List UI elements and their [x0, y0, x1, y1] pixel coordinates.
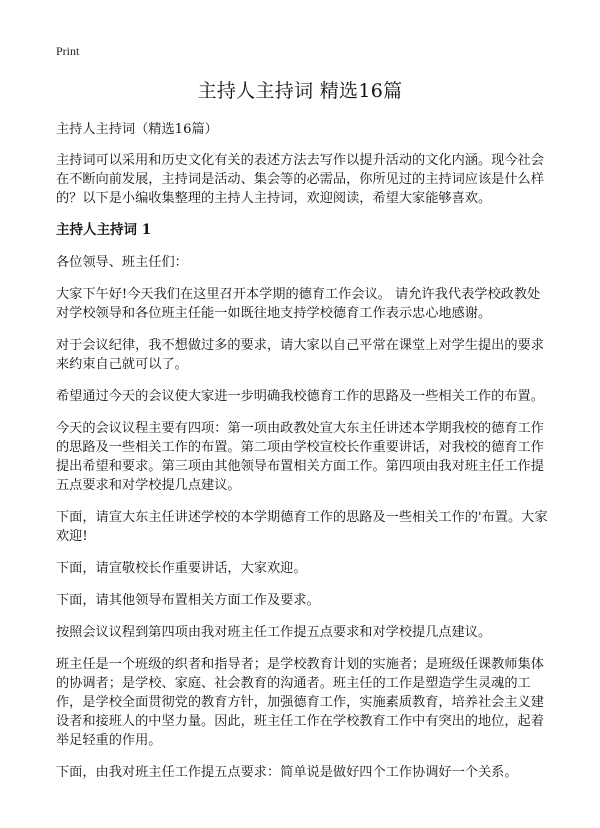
paragraph: 希望通过今天的会议使大家进一步明确我校德育工作的思路及一些相关工作的布置。: [56, 389, 544, 404]
paragraph: 下面，请宣大东主任讲述学校的本学期德育工作的思路及一些相关工作的'布置。大家欢迎!: [56, 510, 548, 544]
paragraph: 下面，请宣敬校长作重要讲话，大家欢迎。: [56, 561, 307, 576]
page-title: 主持人主持词 精选16篇: [197, 80, 403, 102]
paragraph: 对于会议纪律，我不想做过多的要求，请大家以自己平常在课堂上对学生提出的要求来约束自己就可以了。: [56, 338, 544, 372]
paragraph: 班主任是一个班级的织者和指导者；是学校教育计划的实施者；是班级任课教师集体的协调者；是学校、家庭、社会教育的沟通者。班主任的工作是塑造学生灵魂的工作，是学校全面贯彻党的教育方针，加强德育工作，实施素质教育，培养社会主义建设者和接班人的中坚力量。因此，班主任工作在学校教育工作中有突出的地位，起着举足轻重的作用。: [56, 657, 544, 748]
article-subtitle: 主持人主持词（精选16篇）: [56, 122, 218, 137]
print-link[interactable]: Print: [56, 44, 80, 58]
section-heading: 主持人主持词 1: [56, 222, 152, 238]
article-body: [56, 120, 552, 795]
paragraph: 各位领导、班主任们：: [56, 255, 188, 270]
paragraph: 今天的会议议程主要有四项：第一项由政教处宣大东主任讲述本学期我校的德育工作的思路及一些相关工作的布置。第二项由学校宣校长作重要讲话，对我校的德育工作提出希望和要求。第三项由其他领导布置相关方面工作。第四项由我对班主任工作提五点要求和对学校提几点建议。: [56, 421, 544, 493]
paragraph: 大家下午好!今天我们在这里召开本学期的德育工作会议。 请允许我代表学校政教处对学校领导和各位班主任能一如既往地支持学校德育工作表示忠心地感谢。: [56, 287, 541, 321]
intro-paragraph: 主持词可以采用和历史文化有关的表述方法去写作以提升活动的文化内涵。现今社会在不断向前发展，主持词是活动、集会等的必需品，你所见过的主持词应该是什么样的？以下是小编收集整理的主持人主持词，欢迎阅读，希望大家能够喜欢。: [56, 153, 544, 206]
paragraph: 下面，请其他领导布置相关方面工作及要求。: [56, 593, 320, 608]
paragraph: 下面，由我对班主任工作提五点要求：简单说是做好四个工作协调好一个关系。: [56, 765, 518, 780]
paragraph: 按照会议议程到第四项由我对班主任工作提五点要求和对学校提几点建议。: [56, 625, 492, 640]
